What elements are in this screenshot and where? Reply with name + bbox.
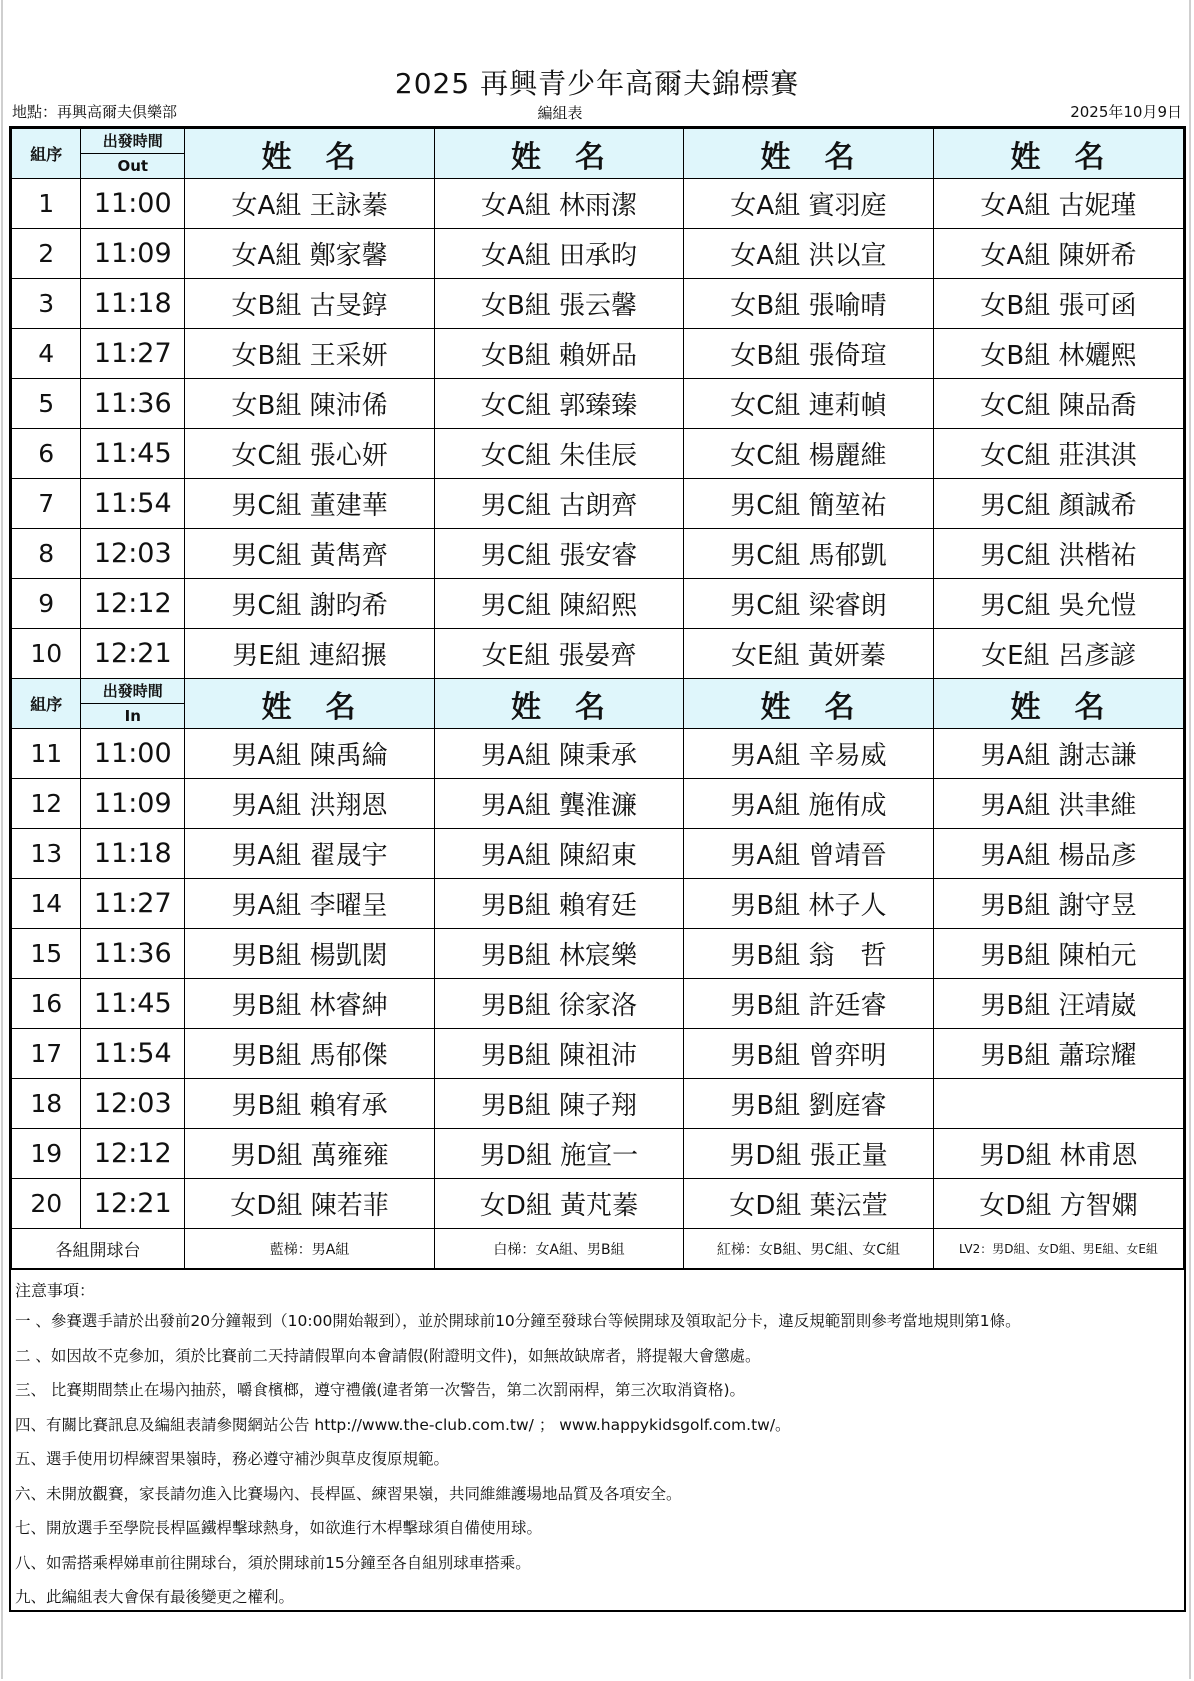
player-cell: 男D組 張正量: [683, 1129, 933, 1179]
tees-row: [12, 1229, 1184, 1269]
name-header: 姓 名: [683, 129, 933, 179]
player-cell: 女C組 楊麗維: [683, 429, 933, 479]
player-cell: 男B組 陳祖沛: [435, 1029, 684, 1079]
player-cell: 男B組 許廷睿: [683, 979, 933, 1029]
player-cell: 女D組 葉沄萱: [683, 1179, 933, 1229]
tee-time: 11:36: [81, 929, 185, 979]
notes-title: 注意事項：: [15, 1281, 96, 1300]
tee-time: 11:00: [81, 179, 185, 229]
tee-lv2: LV2：男D組、女D組、男E組、女E組: [933, 1229, 1183, 1269]
player-cell: 男D組 萬雍雍: [185, 1129, 435, 1179]
group-row: [12, 579, 1184, 629]
player-cell: 女B組 古旻錞: [185, 279, 435, 329]
player-cell: 女A組 賓羽庭: [683, 179, 933, 229]
group-row: [12, 879, 1184, 929]
player-cell: 男A組 謝志謙: [933, 729, 1183, 779]
group-seq: 7: [12, 479, 81, 529]
name-header: 姓 名: [435, 679, 684, 729]
player-cell: 女B組 張可函: [933, 279, 1183, 329]
tee-time: 11:00: [81, 729, 185, 779]
player-cell: 男B組 劉庭睿: [683, 1079, 933, 1129]
pairing-table: [11, 128, 1184, 1269]
player-cell: 女A組 洪以宣: [683, 229, 933, 279]
tee-time: 11:27: [81, 879, 185, 929]
tee-time: 12:03: [81, 1079, 185, 1129]
group-seq: 2: [12, 229, 81, 279]
event-date: 2025年10月9日: [1070, 103, 1182, 121]
tee-time: 11:45: [81, 979, 185, 1029]
player-cell: 男C組 陳紹熙: [435, 579, 684, 629]
group-row: [12, 529, 1184, 579]
start-time-label: 出發時間: [81, 129, 184, 154]
player-cell: 女C組 陳品喬: [933, 379, 1183, 429]
group-seq: 4: [12, 329, 81, 379]
tee-time: 11:27: [81, 329, 185, 379]
tee-red: 紅梯：女B組、男C組、女C組: [683, 1229, 933, 1269]
player-cell: 男B組 林宸樂: [435, 929, 684, 979]
player-cell: 男C組 洪楷祐: [933, 529, 1183, 579]
sheet-subtitle: 編組表: [537, 104, 583, 122]
group-row: [12, 229, 1184, 279]
note-item: 一 、參賽選手請於出發前20分鐘報到（10:00開始報到），並於開球前10分鐘至發球台等候開球及領取記分卡，違反規範罰則參考當地規則第1條。: [15, 1312, 1021, 1330]
name-header: 姓 名: [933, 129, 1183, 179]
player-cell: 男A組 曾靖晉: [683, 829, 933, 879]
player-cell: 女D組 方智嫻: [933, 1179, 1183, 1229]
group-seq: 19: [12, 1129, 81, 1179]
player-cell: 女B組 王采妍: [185, 329, 435, 379]
header-row-out: [12, 129, 1184, 179]
group-seq: 16: [12, 979, 81, 1029]
player-cell: 男A組 陳紹東: [435, 829, 684, 879]
name-header: 姓 名: [185, 129, 435, 179]
player-cell: 男A組 洪翔恩: [185, 779, 435, 829]
player-cell: [933, 1079, 1183, 1129]
tee-time: 12:21: [81, 629, 185, 679]
group-row: [12, 1179, 1184, 1229]
tee-time: 11:18: [81, 829, 185, 879]
player-cell: 男A組 翟晟宇: [185, 829, 435, 879]
tee-blue: 藍梯：男A組: [185, 1229, 435, 1269]
player-cell: 男C組 簡堃祐: [683, 479, 933, 529]
player-cell: 男A組 楊品彥: [933, 829, 1183, 879]
player-cell: 女A組 田承昀: [435, 229, 684, 279]
player-cell: 男C組 馬郁凱: [683, 529, 933, 579]
player-cell: 男D組 施宣一: [435, 1129, 684, 1179]
group-seq: 17: [12, 1029, 81, 1079]
player-cell: 男A組 施侑成: [683, 779, 933, 829]
tee-time: 11:54: [81, 1029, 185, 1079]
player-cell: 女D組 黃芃蓁: [435, 1179, 684, 1229]
player-cell: 男A組 龔淮濂: [435, 779, 684, 829]
player-cell: 男D組 林甫恩: [933, 1129, 1183, 1179]
note-item: 三、 比賽期間禁止在場內抽菸，嚼食檳榔，遵守禮儀(違者第一次警告，第二次罰兩桿，第三次取消資格)。: [15, 1381, 746, 1399]
player-cell: 男C組 董建華: [185, 479, 435, 529]
pairing-table-body: [12, 129, 1184, 1269]
player-cell: 男A組 陳禹綸: [185, 729, 435, 779]
player-cell: 男A組 洪聿維: [933, 779, 1183, 829]
player-cell: 男B組 汪靖崴: [933, 979, 1183, 1029]
group-row: [12, 1129, 1184, 1179]
player-cell: 女C組 連莉幀: [683, 379, 933, 429]
group-seq: 12: [12, 779, 81, 829]
note-item: 四、有關比賽訊息及編組表請參閱網站公告 http://www.the-club.com.tw/ ； www.happykidsgolf.com.tw/。: [15, 1415, 791, 1434]
group-row: [12, 479, 1184, 529]
group-seq: 8: [12, 529, 81, 579]
tee-time: 11:18: [81, 279, 185, 329]
notes-list: [11, 1304, 1184, 1615]
name-header: 姓 名: [683, 679, 933, 729]
group-seq: 9: [12, 579, 81, 629]
player-cell: 女A組 陳妍希: [933, 229, 1183, 279]
group-seq: 3: [12, 279, 81, 329]
tee-time: 11:09: [81, 229, 185, 279]
player-cell: 男A組 陳秉承: [435, 729, 684, 779]
seq-header: 組序: [12, 679, 81, 729]
start-time-header: [81, 679, 185, 729]
player-cell: 男C組 吳允愷: [933, 579, 1183, 629]
start-time-header: [81, 129, 185, 179]
player-cell: 男C組 張安睿: [435, 529, 684, 579]
group-row: [12, 329, 1184, 379]
player-cell: 男B組 陳子翔: [435, 1079, 684, 1129]
player-cell: 女E組 張晏齊: [435, 629, 684, 679]
group-seq: 14: [12, 879, 81, 929]
note-item: 二 、如因故不克參加，須於比賽前二天持請假單向本會請假(附證明文件)，如無故缺席者，將提報大會懲處。: [15, 1346, 761, 1365]
seq-header: 組序: [12, 129, 81, 179]
player-cell: 女E組 黃妍蓁: [683, 629, 933, 679]
group-seq: 15: [12, 929, 81, 979]
group-seq: 6: [12, 429, 81, 479]
name-header: 姓 名: [933, 679, 1183, 729]
note-item: 六、未開放觀賽，家長請勿進入比賽場內、長桿區、練習果嶺，共同維維護場地品質及各項安全。: [15, 1484, 682, 1503]
group-seq: 11: [12, 729, 81, 779]
group-row: [12, 429, 1184, 479]
group-seq: 1: [12, 179, 81, 229]
pairing-sheet: [9, 126, 1186, 1612]
start-time-label: 出發時間: [81, 679, 184, 704]
player-cell: 女A組 鄭家馨: [185, 229, 435, 279]
note-item: 九、此編組表大會保有最後變更之權利。: [15, 1588, 295, 1606]
group-row: [12, 779, 1184, 829]
group-row: [12, 179, 1184, 229]
tee-time: 11:45: [81, 429, 185, 479]
group-row: [12, 379, 1184, 429]
player-cell: 男B組 曾弈明: [683, 1029, 933, 1079]
tee-white: 白梯：女A組、男B組: [435, 1229, 684, 1269]
player-cell: 男C組 黃雋齊: [185, 529, 435, 579]
group-row: [12, 829, 1184, 879]
player-cell: 男E組 連紹搌: [185, 629, 435, 679]
player-cell: 男B組 蕭琮耀: [933, 1029, 1183, 1079]
player-cell: 男B組 賴宥承: [185, 1079, 435, 1129]
direction-label-out: Out: [117, 157, 149, 175]
group-seq: 5: [12, 379, 81, 429]
player-cell: 女B組 賴妍品: [435, 329, 684, 379]
tee-time: 11:36: [81, 379, 185, 429]
player-cell: 女E組 呂彥諺: [933, 629, 1183, 679]
tee-time: 12:03: [81, 529, 185, 579]
player-cell: 女C組 朱佳辰: [435, 429, 684, 479]
player-cell: 女B組 張喻晴: [683, 279, 933, 329]
tee-time: 11:54: [81, 479, 185, 529]
player-cell: 女B組 林孋熙: [933, 329, 1183, 379]
tee-time: 12:12: [81, 1129, 185, 1179]
tee-time: 12:21: [81, 1179, 185, 1229]
group-seq: 20: [12, 1179, 81, 1229]
player-cell: 男B組 林子人: [683, 879, 933, 929]
player-cell: 男C組 梁睿朗: [683, 579, 933, 629]
player-cell: 男A組 辛易威: [683, 729, 933, 779]
player-cell: 女B組 張倚瑄: [683, 329, 933, 379]
player-cell: 女C組 莊淇淇: [933, 429, 1183, 479]
group-row: [12, 729, 1184, 779]
player-cell: 女B組 張云馨: [435, 279, 684, 329]
group-row: [12, 1029, 1184, 1079]
player-cell: 女C組 張心妍: [185, 429, 435, 479]
name-header: 姓 名: [185, 679, 435, 729]
group-row: [12, 1079, 1184, 1129]
notes-section: [11, 1269, 1184, 1615]
group-row: [12, 929, 1184, 979]
header-row-in: [12, 679, 1184, 729]
player-cell: 男B組 林睿紳: [185, 979, 435, 1029]
direction-label-in: In: [124, 707, 141, 725]
player-cell: 男C組 顏誠希: [933, 479, 1183, 529]
player-cell: 女A組 王詠蓁: [185, 179, 435, 229]
group-row: [12, 629, 1184, 679]
name-header: 姓 名: [435, 129, 684, 179]
tees-label: 各組開球台: [12, 1229, 185, 1269]
player-cell: 男B組 馬郁傑: [185, 1029, 435, 1079]
player-cell: 男A組 李曜呈: [185, 879, 435, 929]
group-row: [12, 979, 1184, 1029]
tee-time: 12:12: [81, 579, 185, 629]
venue-label: 地點：再興高爾夫俱樂部: [12, 103, 178, 121]
group-seq: 13: [12, 829, 81, 879]
note-item: 五、選手使用切桿練習果嶺時，務必遵守補沙與草皮復原規範。: [15, 1450, 450, 1468]
player-cell: 男B組 陳柏元: [933, 929, 1183, 979]
player-cell: 男B組 楊凱閎: [185, 929, 435, 979]
player-cell: 男B組 謝守昱: [933, 879, 1183, 929]
note-item: 八、如需搭乘桿娣車前往開球台，須於開球前15分鐘至各自組別球車搭乘。: [15, 1553, 531, 1572]
group-seq: 10: [12, 629, 81, 679]
player-cell: 女A組 古妮瑾: [933, 179, 1183, 229]
player-cell: 男C組 謝昀希: [185, 579, 435, 629]
player-cell: 女D組 陳若菲: [185, 1179, 435, 1229]
tee-time: 11:09: [81, 779, 185, 829]
group-row: [12, 279, 1184, 329]
player-cell: 男C組 古朗齊: [435, 479, 684, 529]
group-seq: 18: [12, 1079, 81, 1129]
player-cell: 男B組 翁 哲: [683, 929, 933, 979]
page-title: 2025 再興青少年高爾夫錦標賽: [394, 67, 800, 100]
player-cell: 女C組 郭臻臻: [435, 379, 684, 429]
player-cell: 男B組 賴宥廷: [435, 879, 684, 929]
player-cell: 女A組 林雨潔: [435, 179, 684, 229]
player-cell: 男B組 徐家洛: [435, 979, 684, 1029]
player-cell: 女B組 陳沛俙: [185, 379, 435, 429]
note-item: 七、開放選手至學院長桿區鐵桿擊球熱身，如欲進行木桿擊球須自備使用球。: [15, 1519, 543, 1537]
